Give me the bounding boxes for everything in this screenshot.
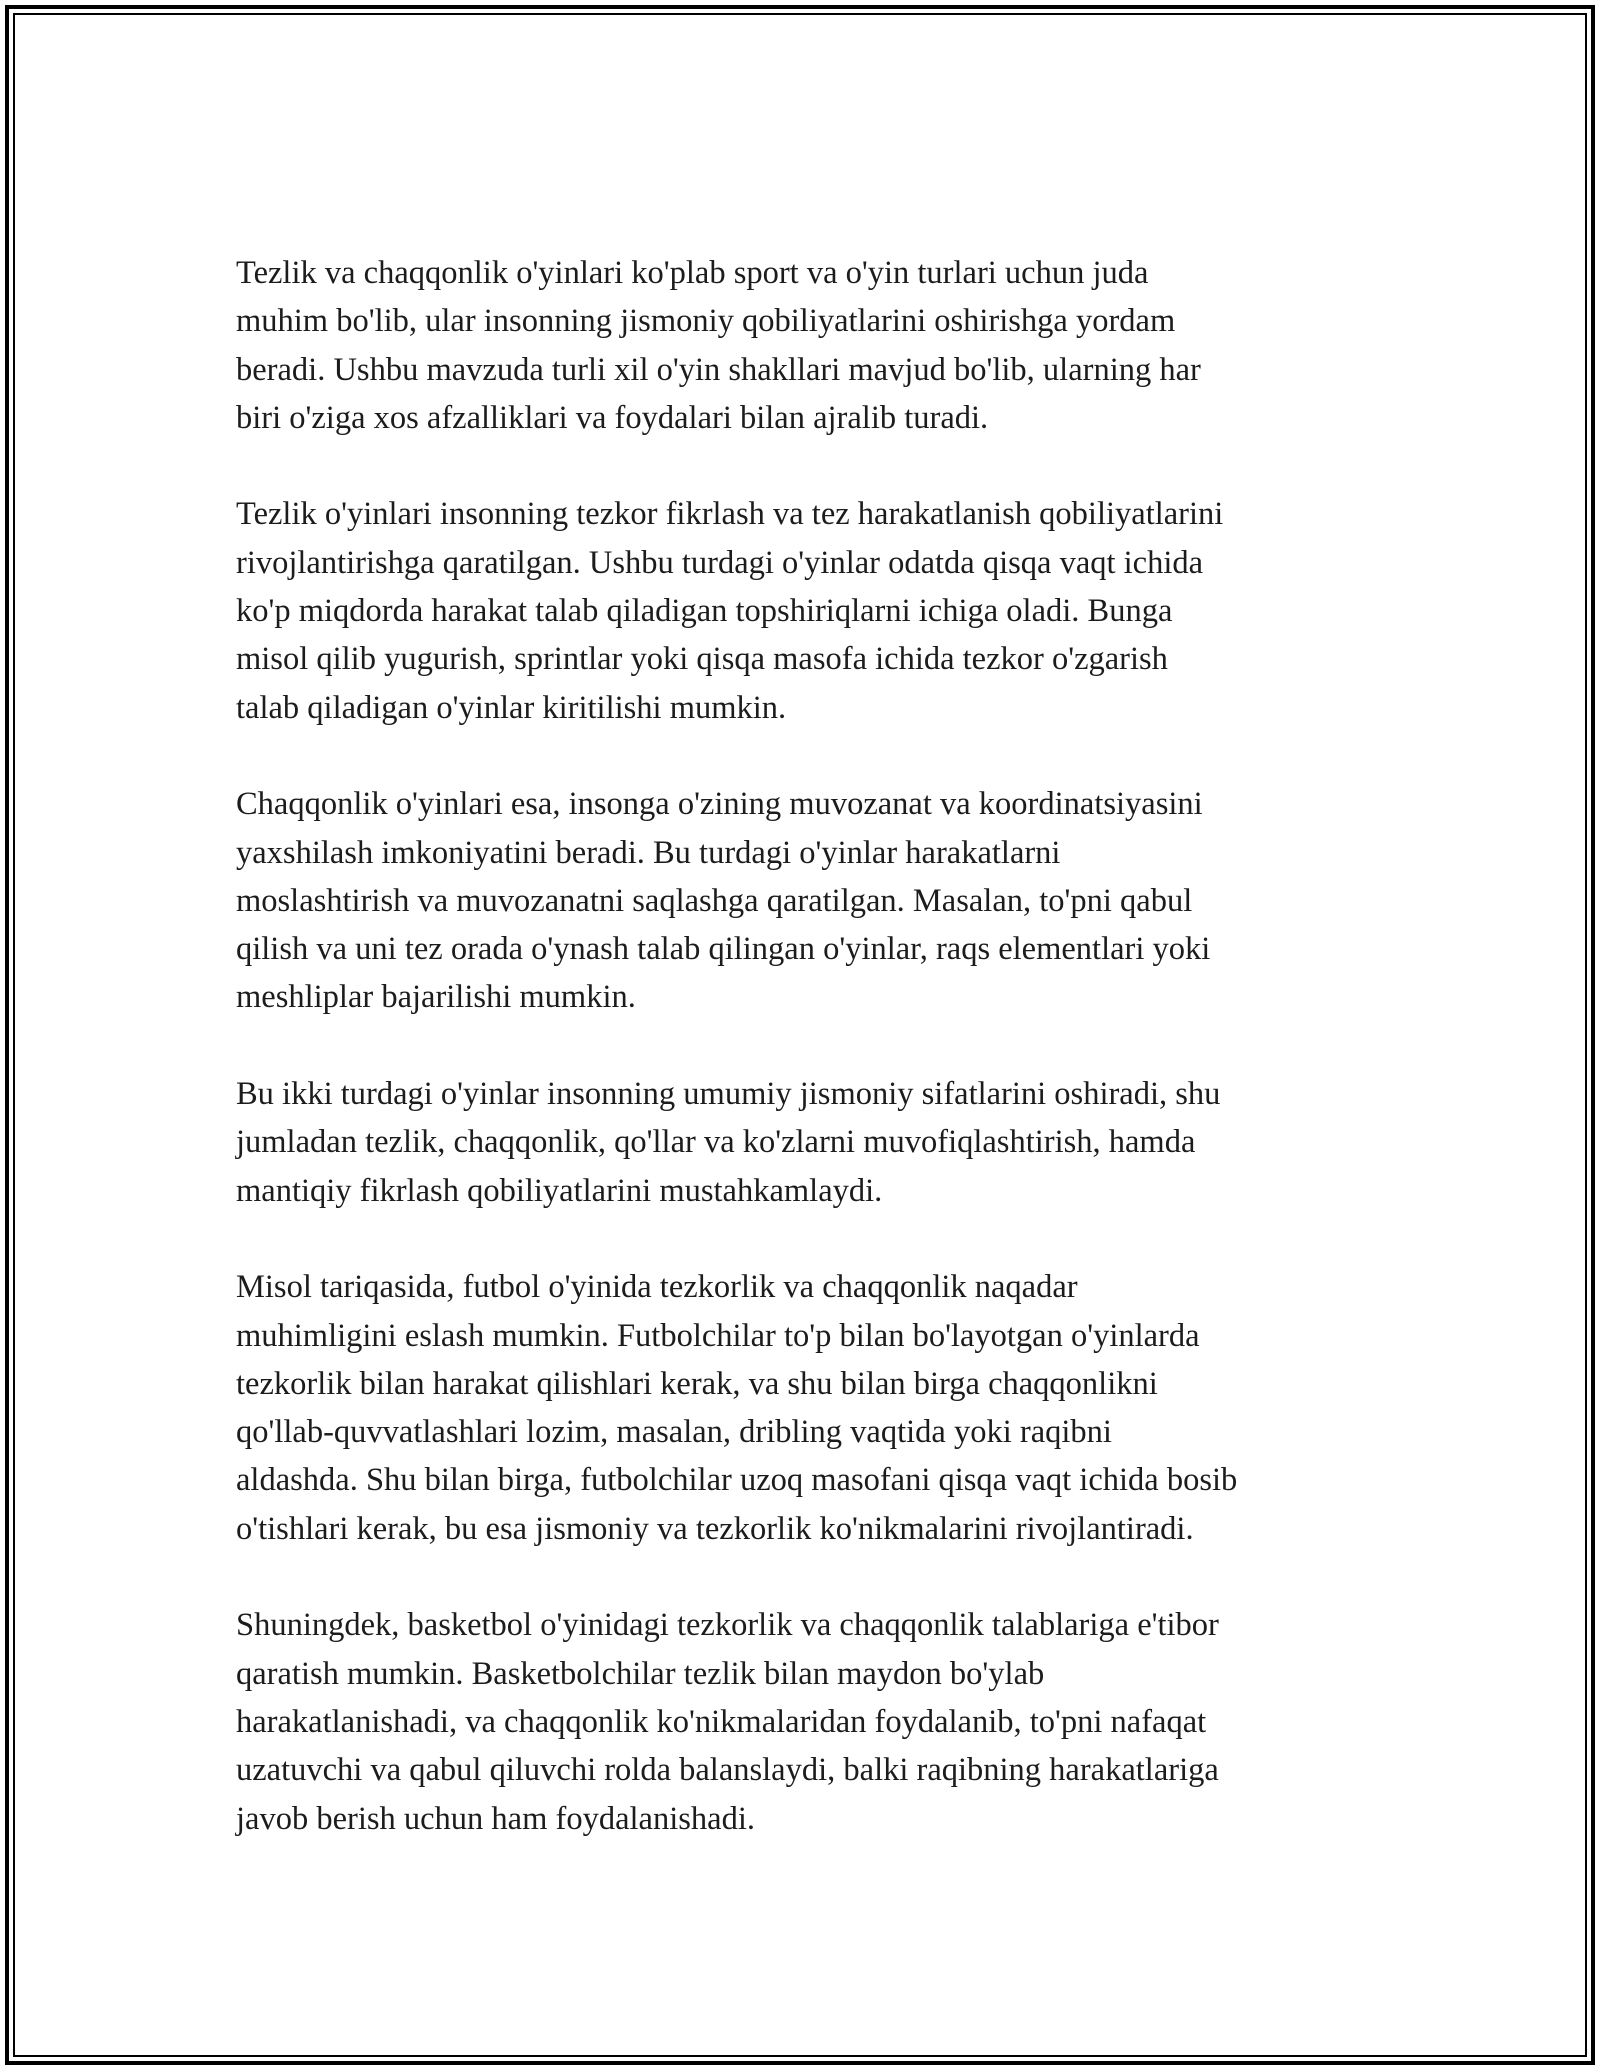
paragraph-intro: Tezlik va chaqqonlik o'yinlari ko'plab sport va o'yin turlari uchun juda muhim bo'lib, ular insonning jismoniy qobiliyatlarini oshirishga yordam beradi. Ushbu mavzuda turli xil o'yin shakllari mavjud bo'lib, ularning har biri o'ziga xos afzalliklari va foydalari bilan ajralib turadi.	[236, 255, 1201, 436]
paragraph-agility-games: Chaqqonlik o'yinlari esa, insonga o'zining muvozanat va koordinatsiyasini yaxshilash imkoniyatini beradi. Bu turdagi o'yinlar harakatlarni moslashtirish va muvozanatni saqlashga qaratilgan. Masalan, to'pni qabul qilish va uni tez orada o'ynash talab qilingan o'yinlar, raqs elementlari yoki meshliplar bajarilishi mumkin.	[236, 786, 1211, 1016]
document-body	[236, 249, 1376, 1843]
paragraph-football-example: Misol tariqasida, futbol o'yinida tezkorlik va chaqqonlik naqadar muhimligini eslash mumkin. Futbolchilar to'p bilan bo'layotgan o'yinlarda tezkorlik bilan harakat qilishlari kerak, va shu bilan birga chaqqonlikni qo'llab-quvvatlashlari lozim, masalan, dribling vaqtida yoki raqibni aldashda. Shu bilan birga, futbolchilar uzoq masofani qisqa vaqt ichida bosib o'tishlari kerak, bu esa jismoniy va tezkorlik ko'nikmalarini rivojlantiradi.	[236, 1269, 1238, 1547]
paragraph-basketball-example: Shuningdek, basketbol o'yinidagi tezkorlik va chaqqonlik talablariga e'tibor qaratish mumkin. Basketbolchilar tezlik bilan maydon bo'ylab harakatlanishadi, va chaqqonlik ko'nikmalaridan foydalanib, to'pni nafaqat uzatuvchi va qabul qiluvchi rolda balanslaydi, balki raqibning harakatlariga javob berish uchun ham foydalanishadi.	[236, 1607, 1219, 1837]
paragraph-speed-games: Tezlik o'yinlari insonning tezkor fikrlash va tez harakatlanish qobiliyatlarini rivojlantirishga qaratilgan. Ushbu turdagi o'yinlar odatda qisqa vaqt ichida ko'p miqdorda harakat talab qiladigan topshiriqlarni ichiga oladi. Bunga misol qilib yugurish, sprintlar yoki qisqa masofa ichida tezkor o'zgarish talab qiladigan o'yinlar kiritilishi mumkin.	[236, 496, 1224, 726]
paragraph-benefits: Bu ikki turdagi o'yinlar insonning umumiy jismoniy sifatlarini oshiradi, shu jumladan tezlik, chaqqonlik, qo'llar va ko'zlarni muvofiqlashtirish, hamda mantiqiy fikrlash qobiliyatlarini mustahkamlaydi.	[236, 1076, 1221, 1209]
